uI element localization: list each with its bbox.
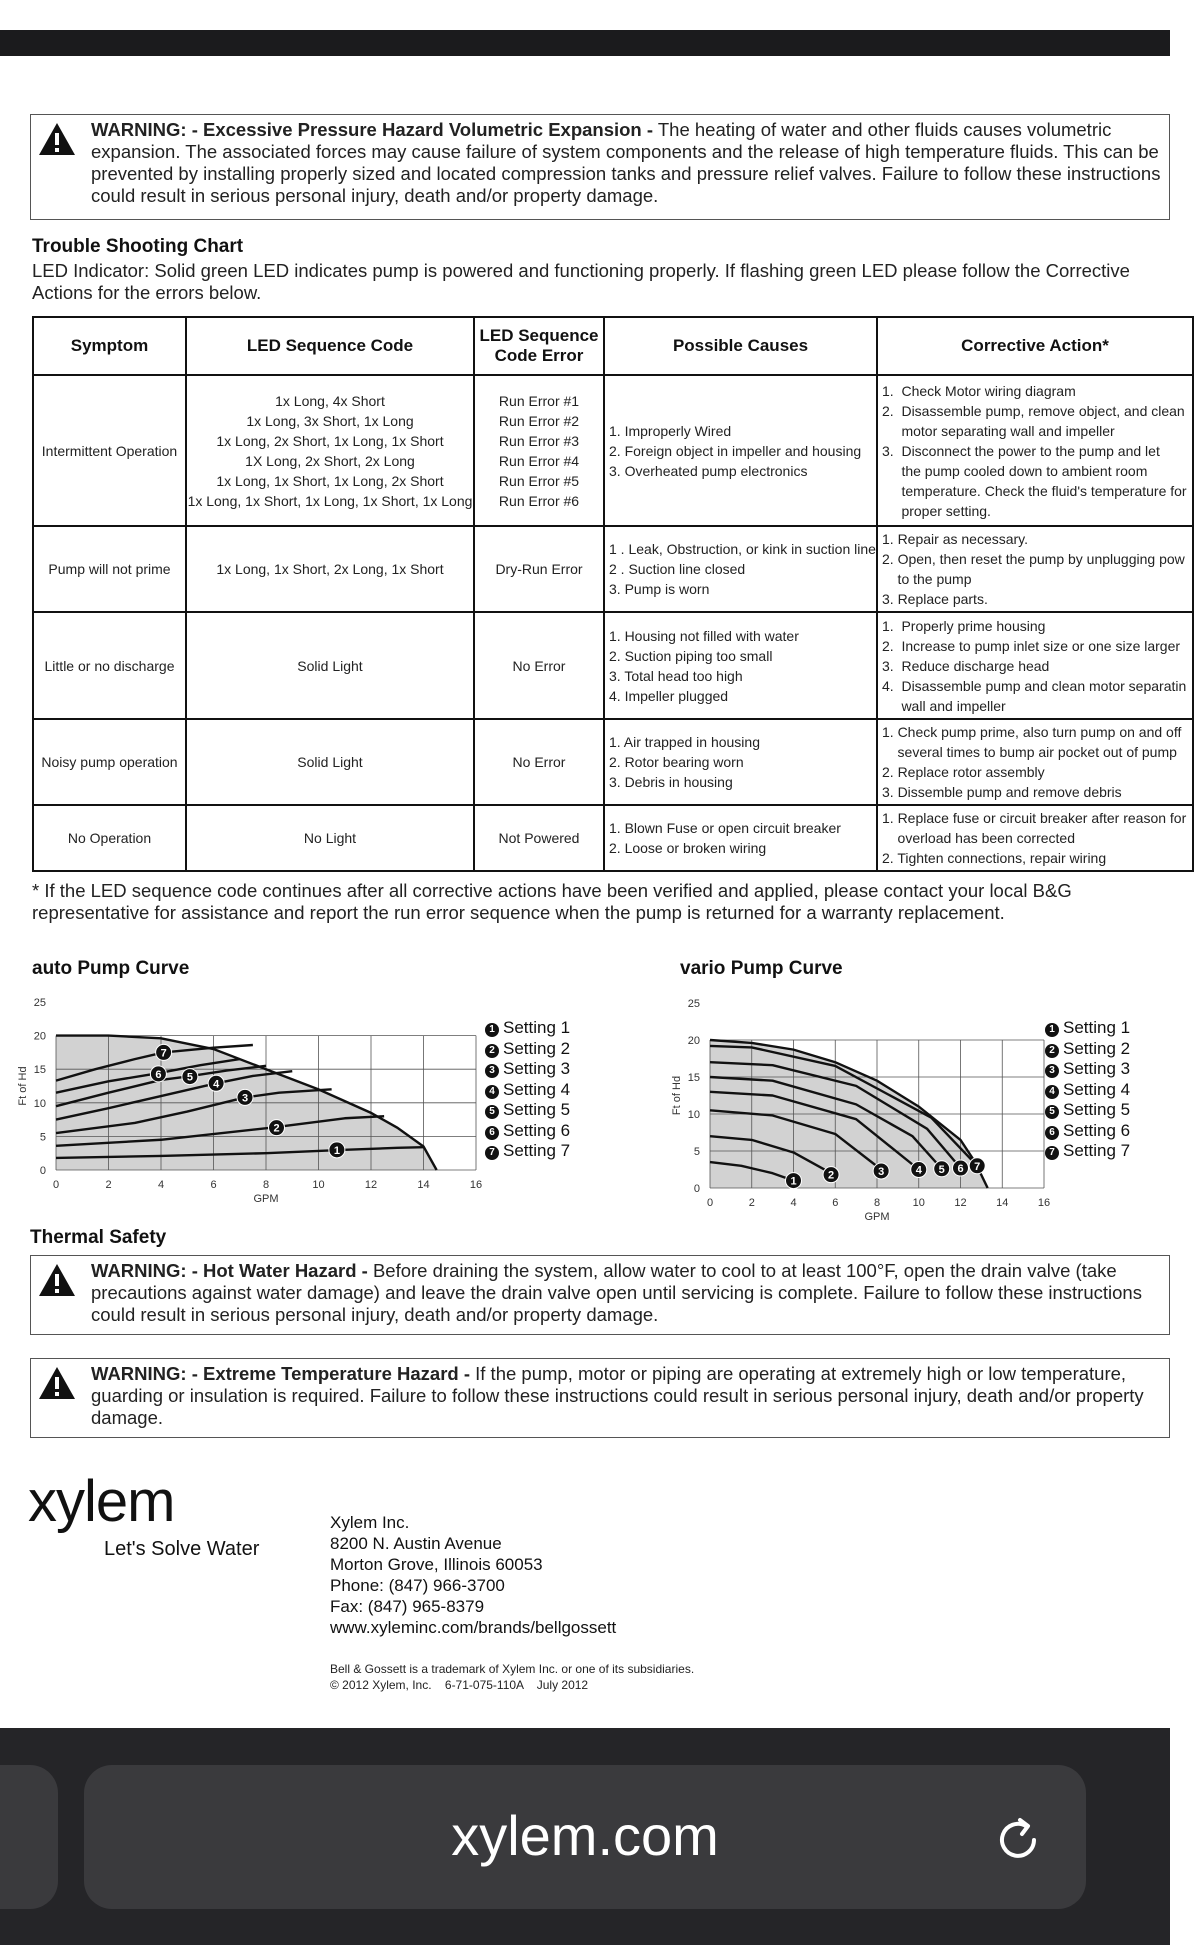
causes-cell-line: 2. Loose or broken wiring (609, 840, 767, 856)
code-cell (186, 719, 474, 805)
setting-marker-label: 6 (957, 1163, 964, 1176)
error-cell-line: No Error (512, 754, 566, 770)
symptom-cell: No Operation (33, 805, 186, 871)
xylem-logo: xylem (28, 1469, 175, 1534)
causes-cell (604, 805, 877, 871)
copyright-note: © 2012 Xylem, Inc. 6-71-075-110A July 2012 (330, 1678, 589, 1692)
code-cell-line: 1x Long, 4x Short (275, 392, 385, 409)
auto-chart-title: auto Pump Curve (32, 958, 190, 979)
action-cell-line: 1. Replace fuse or circuit breaker after reason for (882, 810, 1187, 826)
setting-marker-label: 2 (273, 1122, 280, 1135)
setting-marker-label: 1 (790, 1175, 797, 1188)
setting-marker-label: 3 (878, 1165, 885, 1178)
address-line: 8200 N. Austin Avenue (330, 1534, 502, 1553)
legend-item (485, 1141, 570, 1162)
action-cell-line: 3. Reduce discharge head (882, 657, 1050, 674)
x-tick-label: 0 (706, 1197, 714, 1209)
vario-pump-curve-chart (665, 990, 1051, 1223)
error-cell-line: Dry-Run Error (495, 561, 583, 577)
code-cell-line: No Light (303, 830, 357, 846)
action-cell-line: 1. Check pump prime, also turn pump on and off (882, 724, 1182, 740)
code-cell-line: Solid Light (297, 657, 363, 674)
header-action: Corrective Action* (877, 317, 1193, 375)
legend-number-badge: 3 (485, 1064, 499, 1078)
trouble-table (32, 316, 1194, 872)
code-cell-line: Solid Light (297, 754, 363, 770)
code-cell (186, 805, 474, 871)
x-tick-label: 14 (417, 1179, 430, 1191)
code-cell-line: 1X Long, 2x Short, 2x Long (245, 452, 415, 469)
legend-label: Setting 6 (1063, 1120, 1131, 1140)
setting-marker-label: 4 (915, 1164, 922, 1177)
y-tick-label: 25 (33, 997, 46, 1009)
action-cell-line: 3. Disconnect the power to the pump and let (882, 442, 1160, 459)
action-cell (877, 375, 1193, 526)
legend-item (1045, 1141, 1130, 1162)
code-cell-line: 1x Long, 3x Short, 1x Long (246, 412, 414, 429)
code-cell-line: 1x Long, 1x Short, 1x Long, 1x Short, 1x Long (187, 492, 473, 509)
y-tick-label: 10 (687, 1109, 700, 1121)
hot-water-warning-text: WARNING: - Hot Water Hazard - Before draining the system, allow water to cool to at least 100°F, open the drain valve (take precautions against water damage) and leave the drain valve open until servicing is complete. Failure to follow these instructions could result in serious personal injury, death and/or property damage. (91, 1260, 1142, 1325)
legend-number-badge: 7 (485, 1146, 499, 1160)
error-cell-line: Run Error #6 (498, 492, 580, 509)
code-cell-line: 1x Long, 1x Short, 2x Long, 1x Short (216, 561, 444, 577)
setting-marker-label: 6 (155, 1068, 162, 1081)
causes-cell-line: 1 . Leak, Obstruction, or kink in suction line (609, 541, 876, 557)
legend-number-badge: 1 (485, 1023, 499, 1037)
action-cell-line: 2. Open, then reset the pump by unplugging pow (882, 551, 1185, 567)
causes-cell-line: 3. Debris in housing (609, 774, 733, 790)
y-tick-label: 5 (39, 1131, 46, 1144)
x-tick-label: 14 (996, 1197, 1009, 1209)
error-cell (474, 526, 604, 612)
action-cell-line: 2. Replace rotor assembly (882, 764, 1045, 780)
trademark-note: Bell & Gossett is a trademark of Xylem Inc. or one of its subsidiaries. (330, 1662, 695, 1676)
legend-item (485, 1080, 570, 1101)
table-row (33, 805, 1193, 871)
y-axis-label: Ft of Hd (17, 1066, 29, 1106)
causes-cell (604, 612, 877, 719)
causes-cell-line: 4. Impeller plugged (609, 687, 729, 704)
legend-item (485, 1059, 570, 1080)
x-axis-label: GPM (253, 1193, 279, 1205)
legend-label: Setting 3 (503, 1059, 571, 1078)
error-cell (474, 719, 604, 805)
legend-item (1045, 1100, 1130, 1121)
action-cell-line: the pump cooled down to ambient room (882, 462, 1148, 479)
y-tick-label: 0 (39, 1165, 46, 1177)
setting-marker-label: 7 (160, 1047, 167, 1060)
y-tick-label: 20 (687, 1035, 700, 1047)
table-row (33, 375, 1193, 526)
pressure-warning-text: WARNING: - Excessive Pressure Hazard Volumetric Expansion - The heating of water and other fluids causes volumetric expansion. The associated forces may cause failure of system components and the release of high temperature fluids. This can be prevented by installing properly sized and located compression tanks and pressure relief valves. Failure to follow these instructions could result in serious personal injury, death and/or property damage. (91, 119, 1161, 206)
action-cell-line: several times to bump air pocket out of pump (882, 744, 1177, 760)
x-tick-label: 8 (262, 1179, 270, 1191)
y-tick-label: 15 (687, 1072, 700, 1084)
y-tick-label: 15 (33, 1064, 46, 1077)
x-tick-label: 2 (105, 1179, 112, 1191)
action-cell-line: 3. Dissemble pump and remove debris (882, 784, 1122, 800)
legend-number-badge: 4 (1045, 1085, 1059, 1099)
y-tick-label: 10 (33, 1097, 46, 1110)
x-tick-label: 16 (1037, 1197, 1051, 1209)
address-line: Morton Grove, Illinois 60053 (330, 1555, 543, 1574)
x-tick-label: 12 (954, 1197, 967, 1209)
x-tick-label: 10 (312, 1179, 325, 1191)
action-cell-line: wall and impeller (882, 697, 1006, 714)
action-cell-line: 3. Replace parts. (882, 591, 988, 607)
action-cell-line: temperature. Check the fluid's temperature for (882, 482, 1187, 499)
action-cell (877, 526, 1193, 612)
action-cell-line: overload has been corrected (882, 830, 1076, 846)
setting-marker-label: 2 (828, 1169, 835, 1182)
action-cell-line: to the pump (882, 571, 972, 587)
error-cell-line: Not Powered (498, 830, 580, 846)
legend-item (1045, 1059, 1130, 1080)
action-cell-line: 1. Check Motor wiring diagram (882, 382, 1076, 399)
error-cell-line: Run Error #5 (498, 472, 580, 489)
address-line: Phone: (847) 966-3700 (330, 1576, 505, 1595)
x-tick-label: 16 (469, 1179, 483, 1191)
setting-marker-label: 4 (213, 1078, 220, 1091)
legend-label: Setting 4 (1063, 1079, 1131, 1099)
error-cell-line: Run Error #2 (498, 412, 580, 429)
legend-label: Setting 5 (503, 1100, 571, 1119)
error-cell-line: Run Error #3 (498, 432, 580, 449)
legend-number-badge: 6 (485, 1126, 499, 1140)
symptom-cell: Pump will not prime (33, 526, 186, 612)
code-cell-line: 1x Long, 2x Short, 1x Long, 1x Short (216, 432, 444, 449)
legend-label: Setting 2 (1063, 1038, 1131, 1058)
legend-label: Setting 3 (1063, 1059, 1131, 1078)
causes-cell (604, 719, 877, 805)
header-symptom: Symptom (33, 317, 186, 375)
y-tick-label: 20 (33, 1030, 46, 1043)
causes-cell-line: 1. Blown Fuse or open circuit breaker (609, 820, 841, 836)
x-tick-label: 0 (52, 1179, 60, 1191)
y-axis-label: Ft of Hd (671, 1075, 683, 1116)
action-cell (877, 719, 1193, 805)
auto-legend (485, 1018, 570, 1162)
action-cell-line: 1. Properly prime housing (882, 617, 1046, 634)
vario-legend (1045, 1018, 1130, 1162)
y-tick-label: 25 (687, 998, 700, 1010)
extreme-temp-warning-box (30, 1358, 1170, 1438)
warning-triangle-icon (37, 1262, 77, 1298)
x-axis-label: GPM (864, 1211, 890, 1223)
action-cell-line: proper setting. (882, 502, 991, 519)
pressure-warning-box (30, 114, 1170, 220)
action-cell-line: 1. Repair as necessary. (882, 531, 1029, 547)
symptom-cell: Little or no discharge (33, 612, 186, 719)
vario-chart-title: vario Pump Curve (680, 958, 843, 979)
header-code: LED Sequence Code (186, 317, 474, 375)
code-cell (186, 526, 474, 612)
header-error: LED Sequence Code Error (474, 317, 604, 375)
auto-pump-curve-chart (12, 990, 482, 1210)
legend-label: Setting 7 (503, 1141, 571, 1160)
legend-item (485, 1121, 570, 1142)
setting-marker-label: 5 (186, 1071, 193, 1084)
setting-marker-label: 3 (241, 1092, 249, 1105)
code-cell (186, 375, 474, 526)
x-tick-label: 8 (873, 1197, 881, 1209)
x-tick-label: 4 (790, 1197, 797, 1209)
action-cell-line: 2. Tighten connections, repair wiring (882, 850, 1107, 866)
extreme-temp-warning-text: WARNING: - Extreme Temperature Hazard - If the pump, motor or piping are operating at extremely high or low temperature, guarding or insulation is required. Failure to follow these instructions could result in serious personal injury, death and/or property damage. (91, 1363, 1144, 1428)
causes-cell-line: 3. Pump is worn (609, 581, 710, 597)
error-cell-line: Run Error #1 (498, 392, 580, 409)
setting-marker-label: 1 (333, 1144, 340, 1157)
causes-cell-line: 3. Total head too high (609, 667, 743, 684)
table-footnote: * If the LED sequence code continues after all corrective actions have been verified and applied, please contact your local B&G representative for assistance and report the run error sequence when the pump is returned for a warranty replacement. (32, 880, 1072, 923)
causes-cell (604, 375, 877, 526)
xylem-tagline: Let's Solve Water (104, 1538, 260, 1560)
hot-water-warning-box (30, 1255, 1170, 1335)
legend-item (1045, 1080, 1130, 1101)
trouble-heading: Trouble Shooting Chart (32, 236, 244, 257)
warning-triangle-icon (37, 1365, 77, 1401)
legend-number-badge: 7 (1045, 1146, 1059, 1160)
warning-triangle-icon (37, 121, 77, 157)
thermal-heading: Thermal Safety (30, 1227, 167, 1248)
action-cell (877, 805, 1193, 871)
x-tick-label: 12 (364, 1179, 378, 1191)
address-line: Xylem Inc. (330, 1513, 410, 1532)
legend-number-badge: 6 (1045, 1126, 1059, 1140)
action-cell-line: motor separating wall and impeller (882, 422, 1115, 439)
address-line: Fax: (847) 965-8379 (330, 1597, 485, 1616)
legend-number-badge: 5 (485, 1105, 499, 1119)
setting-marker-label: 7 (974, 1160, 981, 1173)
table-row (33, 526, 1193, 612)
legend-number-badge: 1 (1045, 1023, 1059, 1037)
action-cell-line: 2. Disassemble pump, remove object, and clean (882, 402, 1185, 419)
address-line: www.xyleminc.com/brands/bellgossett (330, 1618, 617, 1637)
causes-cell-line: 2. Suction piping too small (609, 647, 773, 664)
footer-address (330, 1512, 616, 1638)
x-tick-label: 6 (832, 1197, 839, 1209)
legend-item (485, 1039, 570, 1060)
legend-label: Setting 1 (1063, 1018, 1131, 1037)
legend-label: Setting 4 (503, 1079, 571, 1099)
reload-icon[interactable] (990, 1812, 1046, 1868)
action-cell (877, 612, 1193, 719)
causes-cell-line: 2 . Suction line closed (609, 561, 746, 577)
legend-item (1045, 1121, 1130, 1142)
legend-item (485, 1018, 570, 1039)
legend-item (485, 1100, 570, 1121)
code-cell-line: 1x Long, 1x Short, 1x Long, 2x Short (216, 472, 444, 489)
y-tick-label: 5 (693, 1146, 700, 1158)
error-cell-line: No Error (512, 657, 566, 674)
legend-item (1045, 1018, 1130, 1039)
legend-item (1045, 1039, 1130, 1060)
action-cell-line: 2. Increase to pump inlet size or one size larger (882, 637, 1181, 654)
code-cell (186, 612, 474, 719)
setting-marker-label: 5 (938, 1163, 945, 1176)
causes-cell-line: 1. Housing not filled with water (609, 627, 799, 644)
legend-label: Setting 1 (503, 1018, 571, 1037)
legend-number-badge: 2 (485, 1044, 499, 1058)
x-tick-label: 10 (912, 1197, 925, 1209)
table-row (33, 719, 1193, 805)
address-bar-url[interactable]: xylem.com (451, 1804, 719, 1867)
x-tick-label: 2 (748, 1197, 755, 1209)
error-cell (474, 375, 604, 526)
action-cell-line: 4. Disassemble pump and clean motor separatin (882, 677, 1187, 694)
causes-cell-line: 1. Improperly Wired (609, 422, 732, 439)
legend-number-badge: 4 (485, 1085, 499, 1099)
legend-label: Setting 6 (503, 1120, 571, 1140)
error-cell (474, 805, 604, 871)
legend-number-badge: 3 (1045, 1064, 1059, 1078)
error-cell-line: Run Error #4 (498, 452, 580, 469)
causes-cell-line: 2. Rotor bearing worn (609, 754, 744, 770)
causes-cell-line: 1. Air trapped in housing (609, 734, 760, 750)
causes-cell (604, 526, 877, 612)
top-dark-bar (0, 30, 1170, 56)
symptom-cell: Intermittent Operation (33, 375, 186, 526)
error-cell (474, 612, 604, 719)
table-row (33, 612, 1193, 719)
led-indicator-note: LED Indicator: Solid green LED indicates pump is powered and functioning properly. If flashing green LED please follow the Corrective Actions for the errors below. (32, 260, 1130, 303)
y-tick-label: 0 (693, 1183, 700, 1195)
symptom-cell: Noisy pump operation (33, 719, 186, 805)
legend-number-badge: 5 (1045, 1105, 1059, 1119)
legend-label: Setting 5 (1063, 1100, 1131, 1119)
header-causes: Possible Causes (604, 317, 877, 375)
causes-cell-line: 3. Overheated pump electronics (609, 462, 808, 479)
x-tick-label: 6 (210, 1179, 217, 1191)
legend-label: Setting 2 (503, 1038, 571, 1058)
tab-overview-button[interactable] (0, 1765, 58, 1909)
legend-label: Setting 7 (1063, 1141, 1131, 1160)
causes-cell-line: 2. Foreign object in impeller and housing (609, 442, 862, 459)
x-tick-label: 4 (157, 1179, 165, 1191)
legend-number-badge: 2 (1045, 1044, 1059, 1058)
